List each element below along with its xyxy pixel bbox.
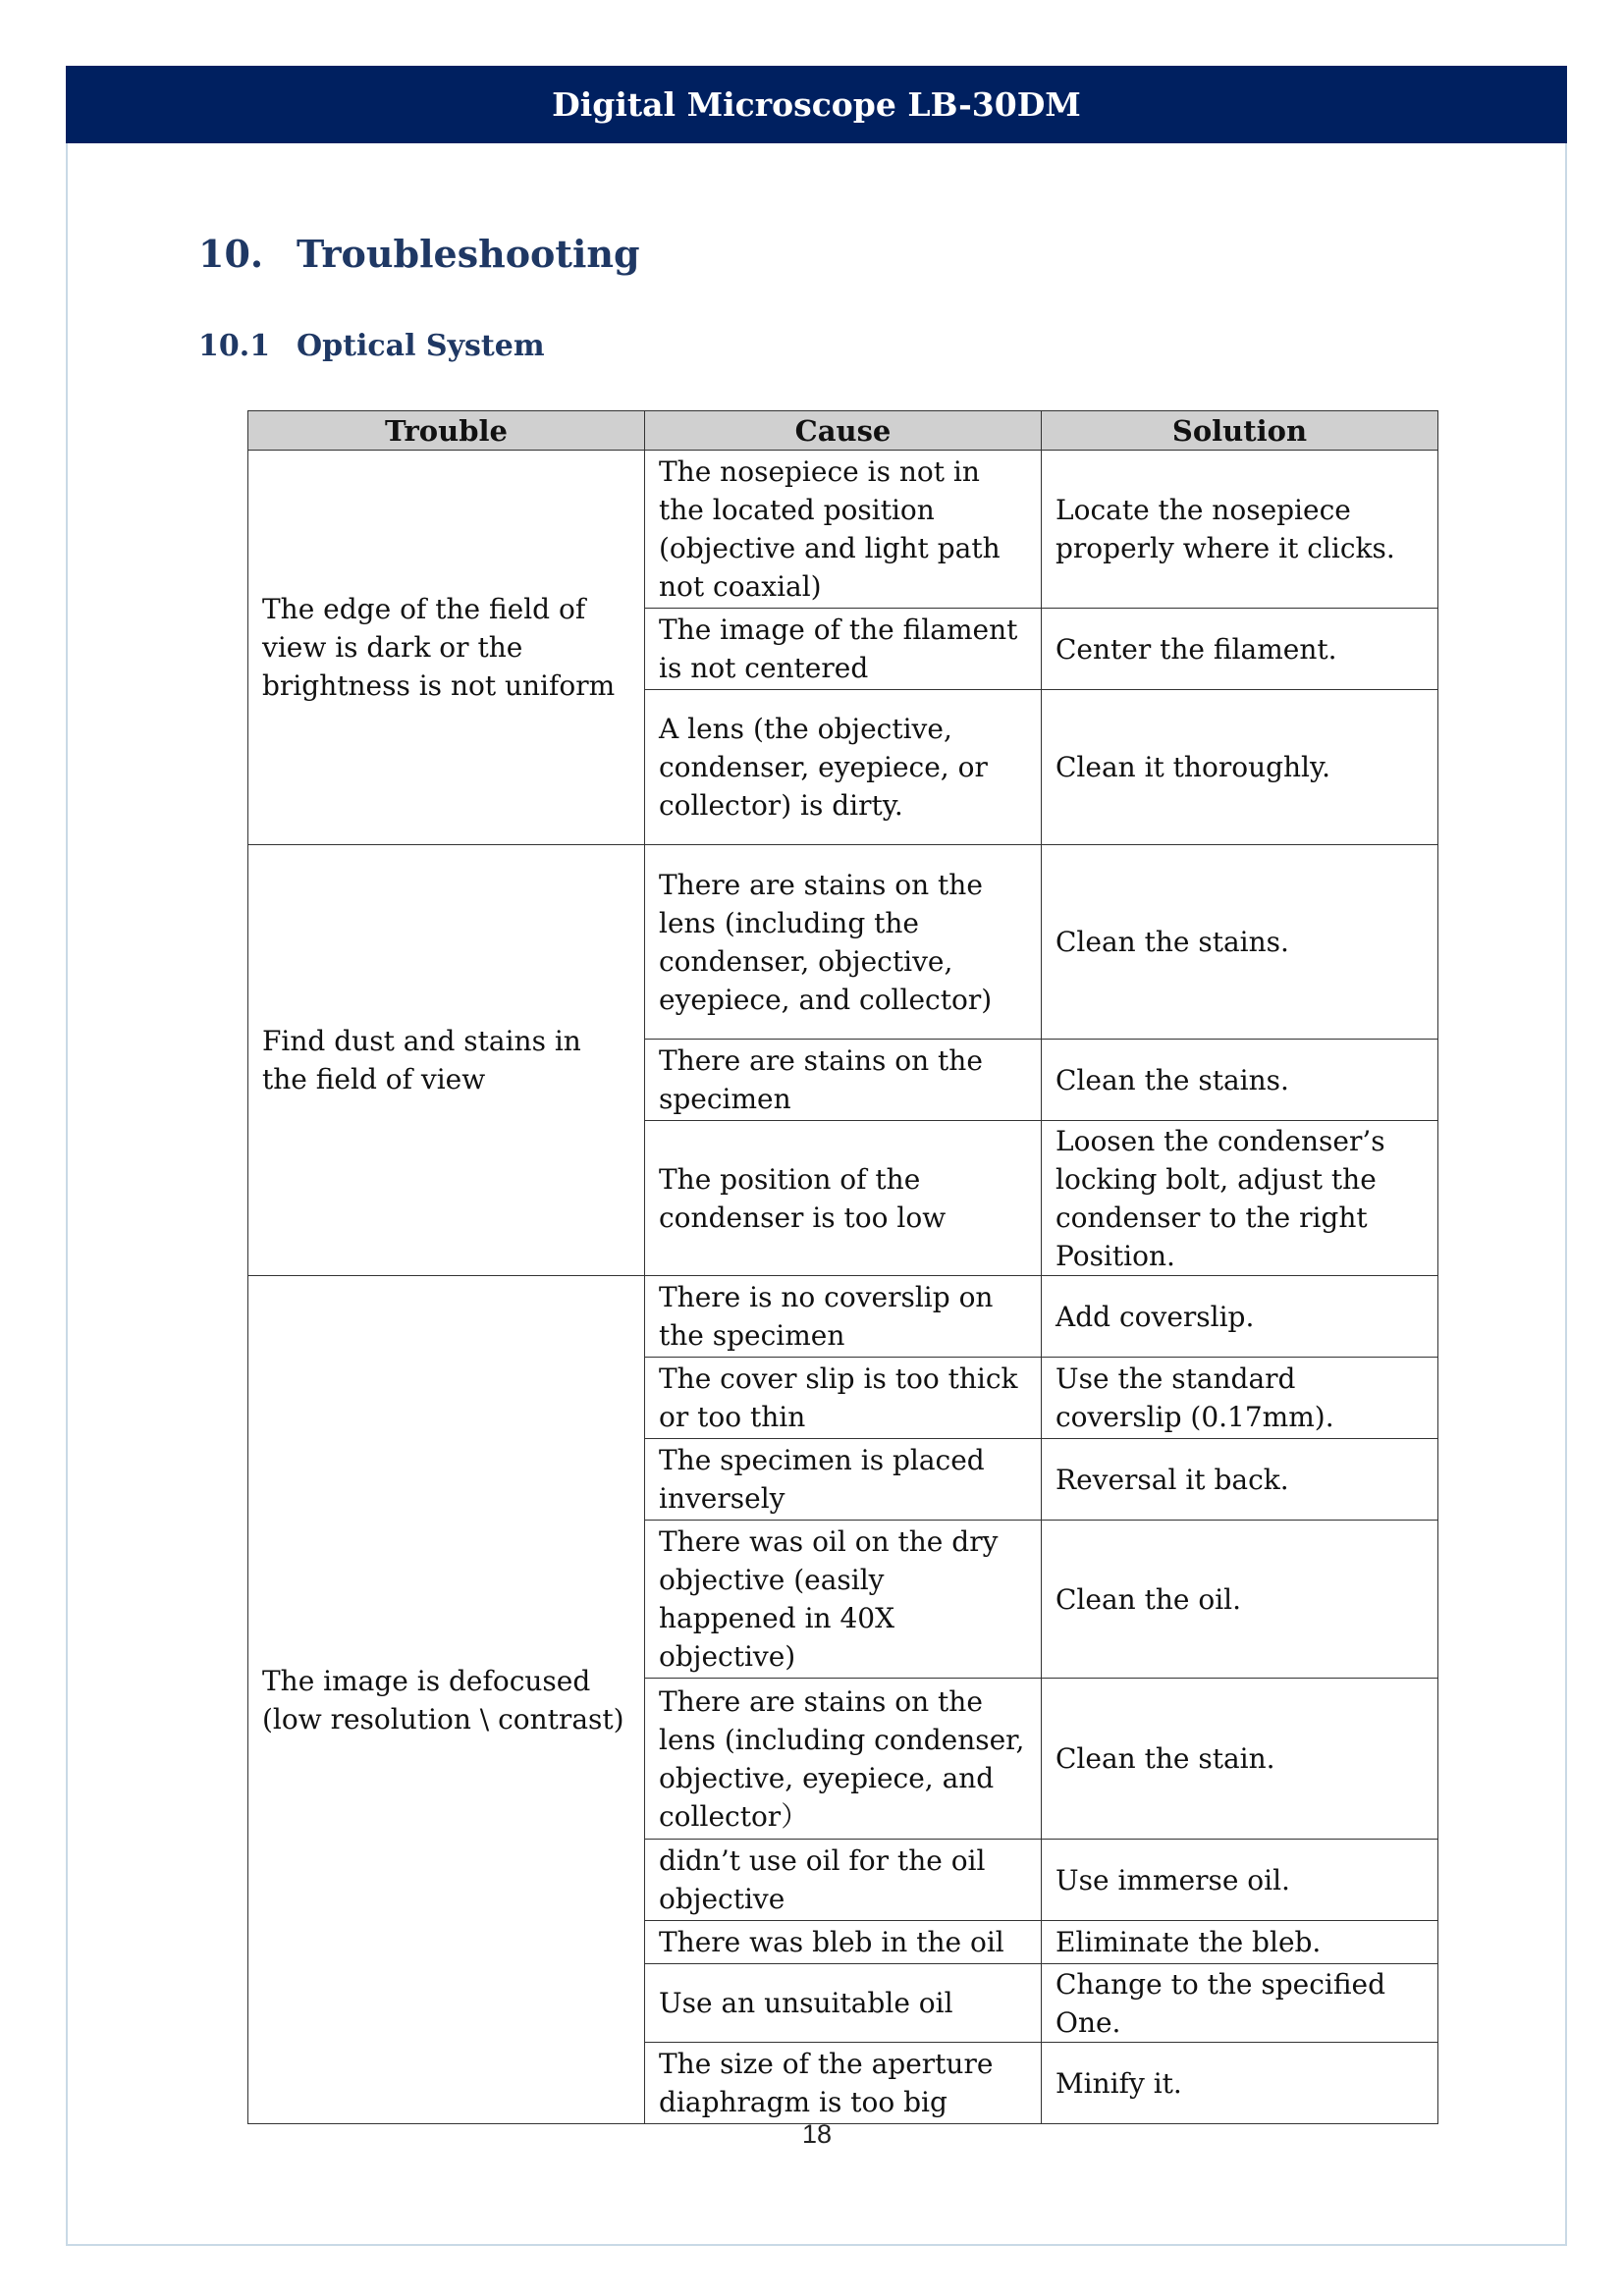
solution-cell: Eliminate the bleb. (1042, 1921, 1438, 1964)
cause-cell: There was oil on the dry objective (easily happened in 40X objective) (645, 1521, 1042, 1679)
subsection-heading (198, 329, 545, 363)
cause-cell: The size of the aperture diaphragm is too big (645, 2043, 1042, 2124)
table-row (248, 451, 1438, 609)
solution-cell: Use the standard coverslip (0.17mm). (1042, 1358, 1438, 1439)
column-header-cause: Cause (645, 411, 1042, 451)
section-title: Troubleshooting (297, 232, 640, 276)
solution-cell: Use immerse oil. (1042, 1840, 1438, 1921)
table-header-row (248, 411, 1438, 451)
subsection-number: 10.1 (198, 329, 271, 363)
table-row (248, 1276, 1438, 1358)
column-header-solution: Solution (1042, 411, 1438, 451)
solution-cell: Clean the stains. (1042, 1040, 1438, 1121)
section-heading (198, 232, 640, 276)
solution-cell: Clean the stains. (1042, 845, 1438, 1040)
table-body (248, 451, 1438, 2124)
document-header (66, 66, 1567, 143)
trouble-cell: The edge of the field of view is dark or the brightness is not uniform (248, 451, 645, 845)
solution-cell: Reversal it back. (1042, 1439, 1438, 1521)
column-header-trouble: Trouble (248, 411, 645, 451)
solution-cell: Clean it thoroughly. (1042, 690, 1438, 845)
cause-cell: There was bleb in the oil (645, 1921, 1042, 1964)
cause-cell: There are stains on the lens (including condenser, objective, eyepiece, and collector） (645, 1679, 1042, 1840)
solution-cell: Locate the nosepiece properly where it clicks. (1042, 451, 1438, 609)
cause-cell: The cover slip is too thick or too thin (645, 1358, 1042, 1439)
solution-cell: Loosen the condenser’s locking bolt, adjust the condenser to the right Position. (1042, 1121, 1438, 1276)
cause-cell: didn’t use oil for the oil objective (645, 1840, 1042, 1921)
cause-cell: The image of the filament is not centered (645, 609, 1042, 690)
cause-cell: A lens (the objective, condenser, eyepiece, or collector) is dirty. (645, 690, 1042, 845)
cause-cell: There are stains on the lens (including the condenser, objective, eyepiece, and collector) (645, 845, 1042, 1040)
troubleshooting-table (247, 410, 1438, 2124)
solution-cell: Add coverslip. (1042, 1276, 1438, 1358)
subsection-title: Optical System (297, 329, 545, 363)
cause-cell: The specimen is placed inversely (645, 1439, 1042, 1521)
cause-cell: There is no coverslip on the specimen (645, 1276, 1042, 1358)
solution-cell: Minify it. (1042, 2043, 1438, 2124)
solution-cell: Clean the oil. (1042, 1521, 1438, 1679)
cause-cell: The nosepiece is not in the located position (objective and light path not coaxial) (645, 451, 1042, 609)
cause-cell: There are stains on the specimen (645, 1040, 1042, 1121)
header-title: Digital Microscope LB-30DM (552, 85, 1081, 124)
solution-cell: Clean the stain. (1042, 1679, 1438, 1840)
solution-cell: Center the filament. (1042, 609, 1438, 690)
table-row (248, 845, 1438, 1040)
section-number: 10. (198, 232, 264, 276)
trouble-cell: The image is defocused (low resolution \ contrast) (248, 1276, 645, 2124)
trouble-cell: Find dust and stains in the field of view (248, 845, 645, 1276)
cause-cell: Use an unsuitable oil (645, 1964, 1042, 2043)
solution-cell: Change to the specified One. (1042, 1964, 1438, 2043)
cause-cell: The position of the condenser is too low (645, 1121, 1042, 1276)
page-number: 18 (801, 2119, 833, 2149)
